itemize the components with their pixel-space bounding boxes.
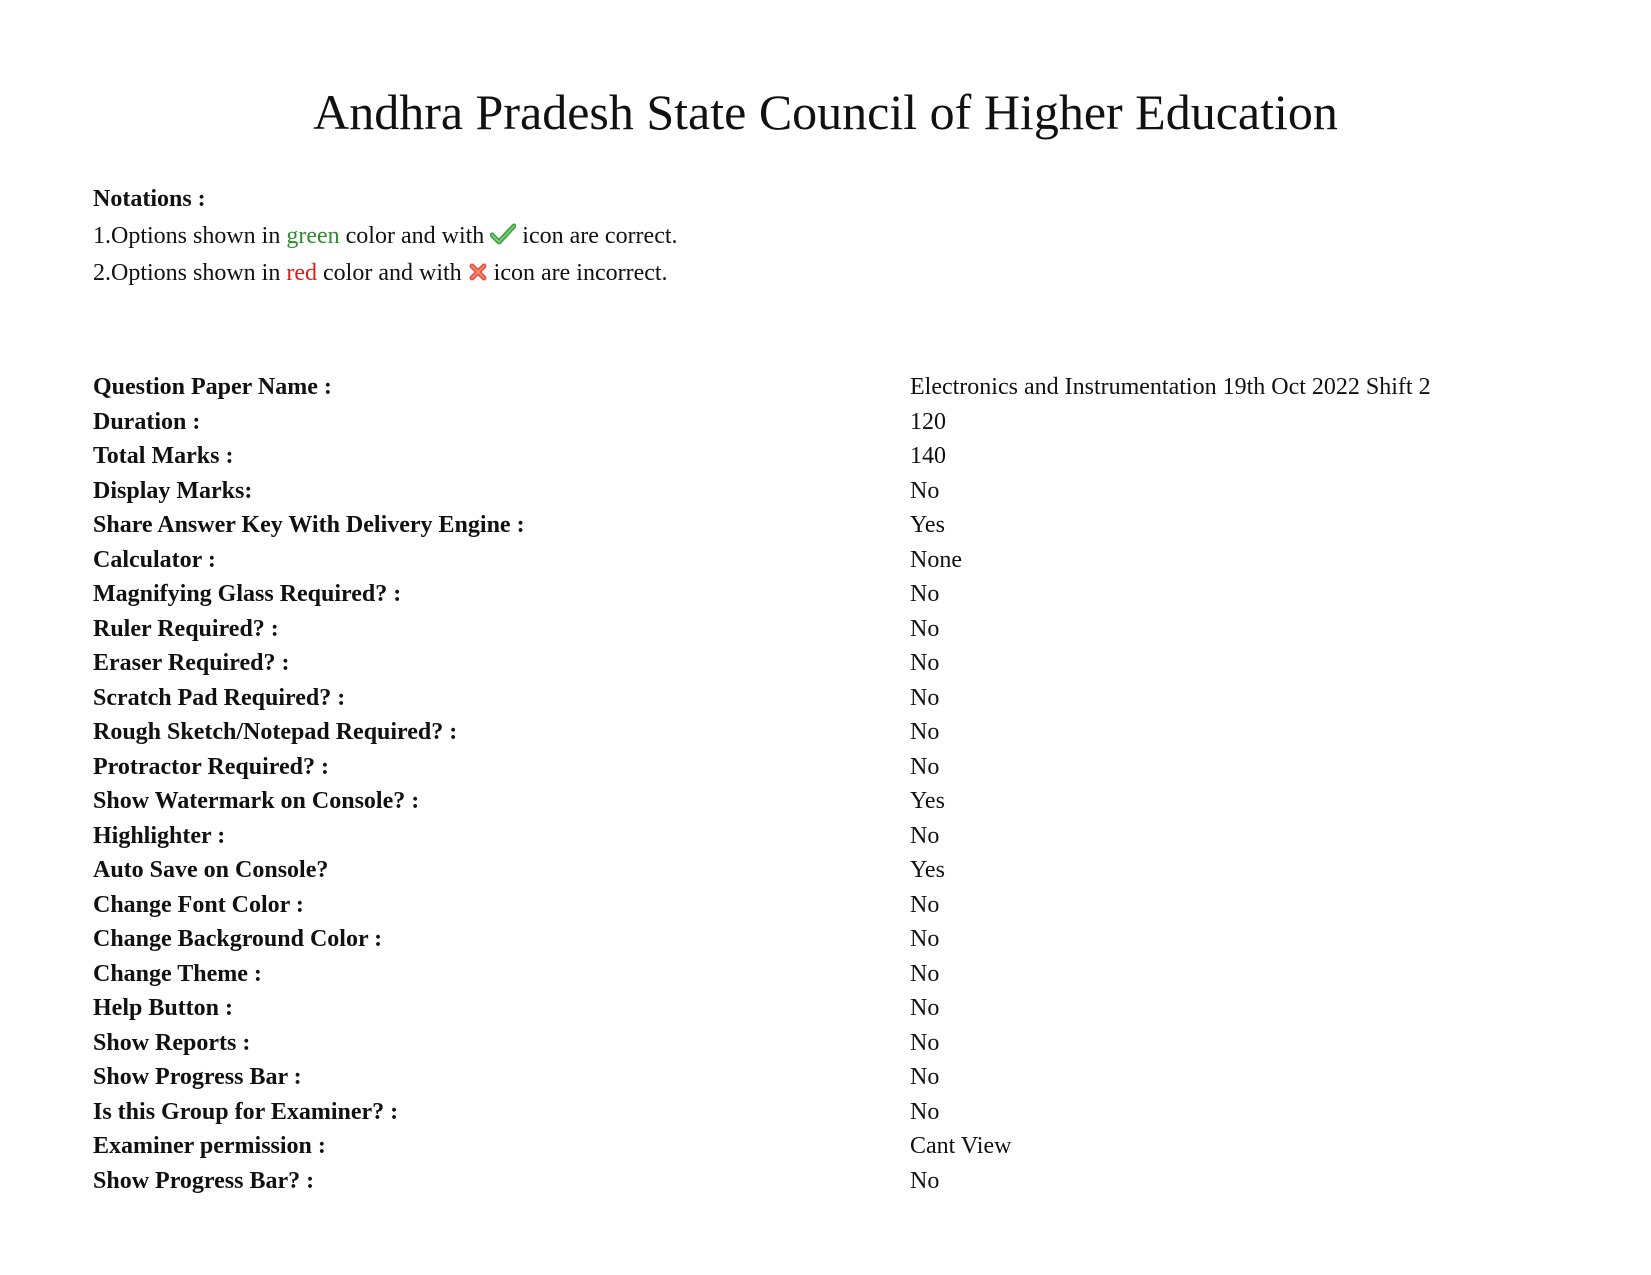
detail-value: 140	[910, 443, 946, 469]
detail-label: Change Theme :	[93, 960, 262, 987]
detail-label: Show Watermark on Console? :	[93, 788, 420, 814]
notation-incorrect-color-word: red	[286, 260, 318, 286]
detail-label: Show Progress Bar :	[93, 1064, 302, 1090]
detail-row	[93, 370, 1573, 405]
detail-value: No	[910, 1167, 940, 1194]
detail-label: Calculator :	[93, 546, 216, 573]
detail-row	[93, 508, 1573, 543]
notations-section	[93, 180, 678, 292]
detail-label: Question Paper Name :	[93, 374, 332, 400]
detail-value: No	[910, 615, 940, 642]
detail-label: Duration :	[93, 408, 201, 435]
detail-row	[93, 1026, 1573, 1061]
detail-row	[93, 1129, 1573, 1164]
detail-row	[93, 784, 1573, 819]
cross-icon	[468, 257, 488, 294]
notations-heading: Notations :	[93, 186, 206, 212]
detail-row	[93, 853, 1573, 888]
detail-label: Change Background Color :	[93, 926, 383, 952]
detail-label: Total Marks :	[93, 443, 234, 469]
notation-incorrect	[93, 255, 678, 292]
detail-row	[93, 888, 1573, 923]
detail-row	[93, 1164, 1573, 1199]
detail-value: No	[910, 684, 940, 711]
detail-label: Auto Save on Console?	[93, 857, 329, 883]
notation-correct-suffix: icon are correct.	[522, 223, 678, 249]
detail-value: No	[910, 822, 940, 849]
detail-label: Display Marks:	[93, 477, 253, 504]
detail-row	[93, 646, 1573, 681]
detail-label: Show Reports :	[93, 1029, 251, 1056]
detail-label: Scratch Pad Required? :	[93, 684, 346, 711]
detail-label: Eraser Required? :	[93, 650, 290, 676]
detail-label: Highlighter :	[93, 822, 226, 849]
detail-label: Rough Sketch/Notepad Required? :	[93, 719, 458, 745]
detail-row	[93, 819, 1573, 854]
detail-row	[93, 612, 1573, 647]
notation-correct-prefix: 1.Options shown in	[93, 223, 281, 249]
detail-row	[93, 474, 1573, 509]
detail-value: No	[910, 960, 940, 987]
detail-row	[93, 1095, 1573, 1130]
detail-value: No	[910, 581, 940, 607]
detail-label: Show Progress Bar? :	[93, 1167, 315, 1194]
detail-value: No	[910, 891, 940, 918]
notation-incorrect-suffix: icon are incorrect.	[493, 260, 668, 286]
detail-value: No	[910, 1098, 940, 1125]
detail-row	[93, 577, 1573, 612]
detail-label: Share Answer Key With Delivery Engine :	[93, 512, 525, 538]
detail-value: No	[910, 753, 940, 780]
detail-value: No	[910, 1064, 940, 1090]
detail-value: Electronics and Instrumentation 19th Oct 2022 Shift 2	[910, 374, 1431, 400]
detail-label: Magnifying Glass Required? :	[93, 581, 402, 607]
detail-row	[93, 922, 1573, 957]
detail-value: No	[910, 995, 940, 1021]
notation-correct-color-word: green	[286, 223, 340, 249]
detail-value: Cant View	[910, 1133, 1012, 1159]
detail-row	[93, 750, 1573, 785]
detail-value: Yes	[910, 857, 945, 883]
detail-label: Change Font Color :	[93, 891, 304, 918]
detail-value: Yes	[910, 512, 945, 538]
detail-value: No	[910, 650, 940, 676]
question-paper-details	[93, 370, 1573, 1198]
detail-row	[93, 681, 1573, 716]
detail-value: None	[910, 546, 962, 573]
detail-value: No	[910, 719, 940, 745]
detail-row	[93, 957, 1573, 992]
notation-correct	[93, 218, 678, 255]
page-title: Andhra Pradesh State Council of Higher Education	[313, 84, 1338, 140]
detail-row	[93, 715, 1573, 750]
detail-row	[93, 405, 1573, 440]
detail-row	[93, 1060, 1573, 1095]
detail-row	[93, 543, 1573, 578]
detail-row	[93, 439, 1573, 474]
detail-value: No	[910, 1029, 940, 1056]
detail-value: No	[910, 926, 940, 952]
detail-label: Examiner permission :	[93, 1133, 326, 1159]
detail-row	[93, 991, 1573, 1026]
notation-correct-middle: color and with	[345, 223, 485, 249]
detail-value: No	[910, 477, 940, 504]
detail-label: Protractor Required? :	[93, 753, 329, 780]
detail-label: Ruler Required? :	[93, 615, 279, 642]
detail-value: Yes	[910, 788, 945, 814]
detail-label: Is this Group for Examiner? :	[93, 1098, 399, 1125]
notation-incorrect-prefix: 2.Options shown in	[93, 260, 281, 286]
detail-value: 120	[910, 408, 946, 435]
notation-incorrect-middle: color and with	[323, 260, 462, 286]
check-icon	[490, 220, 516, 257]
detail-label: Help Button :	[93, 995, 234, 1021]
